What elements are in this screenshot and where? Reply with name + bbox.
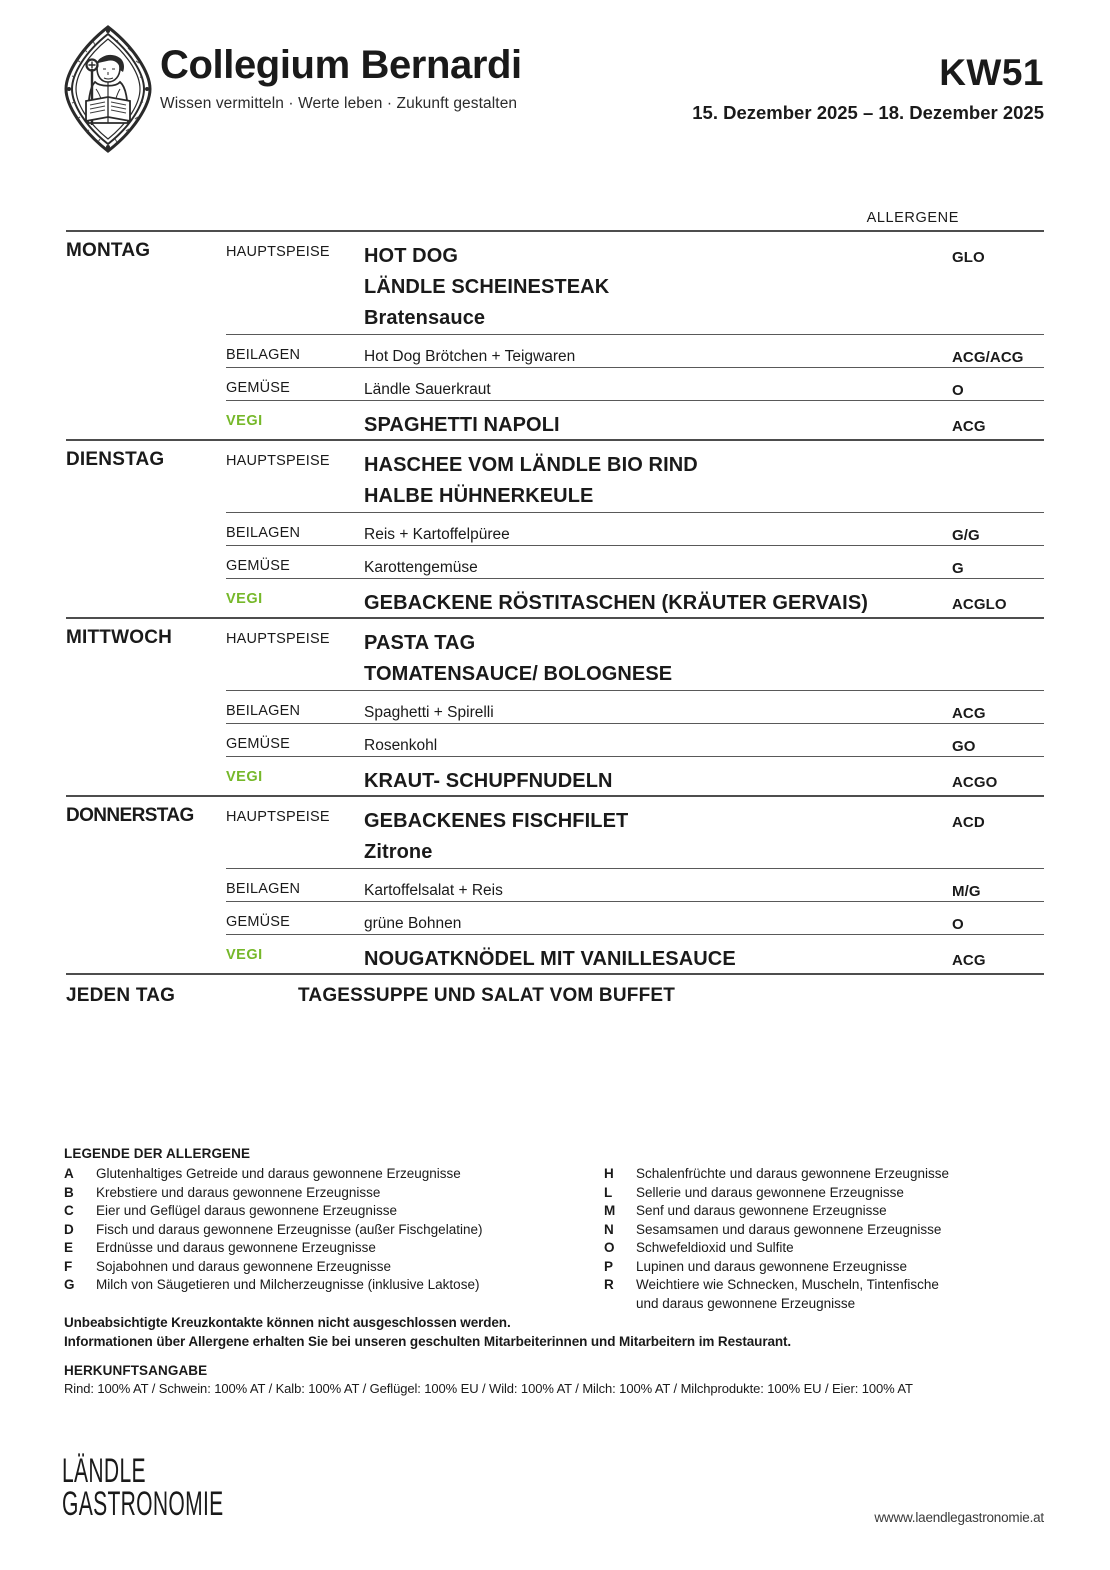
menu-category-beilagen: BEILAGEN	[226, 881, 301, 897]
legend-code: C	[64, 1203, 74, 1218]
legend-text: Sellerie und daraus gewonnene Erzeugnisse	[636, 1184, 904, 1200]
menu-row	[66, 401, 1044, 439]
everyday-value: TAGESSUPPE UND SALAT VOM BUFFET	[298, 985, 676, 1006]
menu-day	[66, 232, 1044, 439]
menu-dish-cell	[364, 797, 952, 868]
legend-item	[64, 1165, 604, 1184]
laendle-logo-line1: LÄNDLE	[62, 1452, 146, 1490]
legend-code: B	[64, 1184, 74, 1200]
menu-day-spacer	[66, 401, 226, 409]
menu-row	[66, 335, 1044, 367]
allergene-column-header: ALLERGENE	[866, 210, 959, 226]
legend-text: Senf und daraus gewonnene Erzeugnisse	[636, 1203, 887, 1218]
legend-text: Sojabohnen und daraus gewonnene Erzeugnisse	[96, 1258, 391, 1274]
menu-row	[66, 513, 1044, 545]
menu-row	[66, 232, 1044, 334]
menu-category-vegi: VEGI	[226, 591, 263, 607]
menu-row	[66, 619, 1044, 690]
menu-dish-line: Hot Dog Brötchen + Teigwaren	[364, 348, 576, 365]
menu-allergen-cell	[952, 619, 1044, 629]
menu-dish-line: Zitrone	[364, 841, 433, 863]
menu-day-spacer	[66, 691, 226, 699]
menu-day-spacer	[66, 757, 226, 765]
menu-day-spacer	[66, 579, 226, 587]
menu-day-spacer	[66, 902, 226, 910]
menu-allergen-code: ACG	[952, 952, 986, 969]
legend-code: E	[64, 1240, 74, 1255]
menu-allergen-code: GO	[952, 738, 976, 755]
legend-item	[604, 1165, 1044, 1184]
legend-text: Schalenfrüchte und daraus gewonnene Erzeugnisse	[636, 1166, 949, 1181]
legend-text: Glutenhaltiges Getreide und daraus gewonnene Erzeugnisse	[96, 1166, 461, 1181]
menu-dish-line: HOT DOG	[364, 245, 459, 267]
legend-code: M	[604, 1203, 616, 1218]
note-allergen-info: Informationen über Allergene erhalten Sie bei unseren geschulten Mitarbeiterinnen und Mitarbeitern im Restaurant.	[64, 1334, 792, 1349]
legend-text: Weichtiere wie Schnecken, Muscheln, Tintenfische	[636, 1277, 939, 1292]
legend-text-continuation: und daraus gewonnene Erzeugnisse	[636, 1295, 856, 1311]
menu-allergen-cell	[952, 902, 1044, 935]
legend-item	[64, 1239, 604, 1258]
menu-dish-cell	[364, 368, 952, 400]
brand-tagline: Wissen vermitteln · Werte leben · Zukunft gestalten	[160, 95, 518, 112]
menu-row	[66, 869, 1044, 901]
legend-text: Schwefeldioxid und Sulfite	[636, 1240, 794, 1255]
date-range: 15. Dezember 2025 – 18. Dezember 2025	[692, 102, 1044, 123]
menu-dish-cell	[364, 619, 952, 690]
legend-item	[604, 1276, 1044, 1295]
menu-category-hauptspeise: HAUPTSPEISE	[226, 631, 330, 647]
menu-dish-cell	[364, 579, 952, 619]
legend-title: LEGENDE DER ALLERGENE	[64, 1146, 251, 1161]
legend-item	[64, 1276, 604, 1295]
legend-code: F	[64, 1258, 73, 1274]
menu-dish-cell	[364, 902, 952, 934]
menu-dish-line: grüne Bohnen	[364, 915, 462, 932]
menu-dish-line: Kartoffelsalat + Reis	[364, 882, 503, 899]
legend-code: R	[604, 1277, 614, 1292]
menu-category-beilagen: BEILAGEN	[226, 525, 301, 541]
menu-day-spacer	[66, 368, 226, 376]
menu-dish-cell	[364, 401, 952, 441]
menu-allergen-code: O	[952, 382, 964, 399]
menu-allergen-code: ACD	[952, 814, 985, 831]
menu-dish-cell	[364, 335, 952, 367]
menu-row	[66, 368, 1044, 400]
menu-allergen-cell	[952, 797, 1044, 838]
brand-title: Collegium Bernardi	[160, 43, 522, 87]
menu-dish-line: GEBACKENE RÖSTITASCHEN (KRÄUTER GERVAIS)	[364, 592, 869, 614]
legend-item	[604, 1239, 1044, 1258]
menu-category-gemüse: GEMÜSE	[226, 380, 291, 396]
menu-category-gemüse: GEMÜSE	[226, 558, 291, 574]
legend-code: P	[604, 1258, 614, 1274]
legend-code: G	[64, 1277, 75, 1292]
menu-allergen-cell	[952, 513, 1044, 546]
menu-dish-cell	[364, 724, 952, 756]
menu-allergen-cell	[952, 757, 1044, 798]
menu-day-name: DONNERSTAG	[66, 805, 194, 826]
menu-dish-line: Karottengemüse	[364, 559, 478, 576]
legend-item	[604, 1221, 1044, 1240]
menu-dish-line: NOUGATKNÖDEL MIT VANILLESAUCE	[364, 948, 736, 970]
menu-dish-line: TOMATENSAUCE/ BOLOGNESE	[364, 663, 673, 685]
menu-body	[66, 232, 1044, 975]
menu-allergen-cell	[952, 335, 1044, 368]
menu-dish-cell	[364, 691, 952, 723]
collegium-bernardi-seal-icon	[62, 25, 154, 153]
menu-table	[66, 206, 1044, 975]
everyday-label: JEDEN TAG	[66, 985, 176, 1006]
menu-category-hauptspeise: HAUPTSPEISE	[226, 809, 330, 825]
menu-allergen-code: ACG	[952, 705, 986, 722]
menu-day-name: MITTWOCH	[66, 627, 173, 648]
menu-dish-line: PASTA TAG	[364, 632, 476, 654]
legend-text: Erdnüsse und daraus gewonnene Erzeugnisse	[96, 1240, 376, 1255]
legend-text: Eier und Geflügel daraus gewonnene Erzeugnisse	[96, 1203, 397, 1218]
menu-dish-line: Rosenkohl	[364, 737, 438, 754]
menu-allergen-cell	[952, 691, 1044, 724]
legend-code: L	[604, 1184, 613, 1200]
legend-code: O	[604, 1240, 615, 1255]
legend-code: N	[604, 1221, 614, 1237]
menu-allergen-code: G	[952, 560, 964, 577]
note-cross-contact: Unbeabsichtigte Kreuzkontakte können nicht ausgeschlossen werden.	[64, 1315, 511, 1330]
menu-allergen-code: ACGO	[952, 774, 998, 791]
week-label: KW51	[939, 52, 1044, 93]
menu-day-spacer	[66, 935, 226, 943]
menu-day-spacer	[66, 724, 226, 732]
menu-day	[66, 441, 1044, 617]
menu-allergen-cell	[952, 935, 1044, 976]
menu-category-beilagen: BEILAGEN	[226, 347, 301, 363]
brand-block	[160, 45, 522, 113]
menu-row	[66, 579, 1044, 617]
menu-dish-line: Ländle Sauerkraut	[364, 381, 491, 398]
menu-row	[66, 797, 1044, 868]
origin-text: Rind: 100% AT / Schwein: 100% AT / Kalb: 100% AT / Geflügel: 100% EU / Wild: 100% AT / Milch: 100% AT / Milchprodukte: 100% EU / Eier: 100% AT	[64, 1381, 913, 1396]
menu-category-vegi: VEGI	[226, 769, 263, 785]
menu-dish-line: GEBACKENES FISCHFILET	[364, 810, 629, 832]
menu-allergen-code: G/G	[952, 527, 980, 544]
menu-day	[66, 619, 1044, 795]
menu-dish-line: LÄNDLE SCHEINESTEAK	[364, 276, 610, 298]
page-header	[0, 0, 1110, 170]
legend-item	[64, 1184, 604, 1203]
menu-day-spacer	[66, 335, 226, 343]
menu-day-spacer	[66, 546, 226, 554]
menu-dish-line: HALBE HÜHNERKEULE	[364, 485, 594, 507]
menu-day-spacer	[66, 513, 226, 521]
laendle-logo-line2: GASTRONOMIE	[62, 1484, 224, 1523]
menu-allergen-code: ACG/ACG	[952, 349, 1024, 366]
legend-column-right	[604, 1165, 1044, 1313]
legend-text: Lupinen und daraus gewonnene Erzeugnisse	[636, 1258, 907, 1274]
notes-block	[64, 1313, 1044, 1398]
menu-category-hauptspeise: HAUPTSPEISE	[226, 453, 330, 469]
legend-code: H	[604, 1166, 614, 1181]
legend-item	[64, 1258, 604, 1277]
legend-column-left	[64, 1165, 604, 1313]
menu-allergen-code: ACGLO	[952, 596, 1007, 613]
menu-row	[66, 691, 1044, 723]
menu-category-vegi: VEGI	[226, 947, 263, 963]
menu-allergen-code: GLO	[952, 249, 985, 266]
allergen-legend	[64, 1146, 1044, 1313]
menu-day-name: MONTAG	[66, 240, 151, 261]
legend-item	[604, 1258, 1044, 1277]
menu-category-hauptspeise: HAUPTSPEISE	[226, 244, 330, 260]
menu-row	[66, 441, 1044, 512]
menu-dish-cell	[364, 232, 952, 334]
menu-allergen-code: O	[952, 916, 964, 933]
footer-url: wwww.laendlegastronomie.at	[874, 1510, 1044, 1525]
menu-day	[66, 797, 1044, 973]
menu-dish-line: HASCHEE VOM LÄNDLE BIO RIND	[364, 454, 698, 476]
menu-row	[66, 935, 1044, 973]
legend-item	[64, 1202, 604, 1221]
menu-day-spacer	[66, 869, 226, 877]
menu-allergen-cell	[952, 546, 1044, 579]
legend-text: Krebstiere und daraus gewonnene Erzeugnisse	[96, 1184, 381, 1200]
menu-allergen-cell	[952, 724, 1044, 757]
menu-day-name: DIENSTAG	[66, 449, 165, 470]
menu-dish-cell	[364, 935, 952, 975]
menu-dish-line: KRAUT- SCHUPFNUDELN	[364, 770, 613, 792]
menu-category-beilagen: BEILAGEN	[226, 703, 301, 719]
menu-allergen-cell	[952, 368, 1044, 401]
menu-dish-line: Reis + Kartoffelpüree	[364, 526, 510, 543]
menu-allergen-cell	[952, 401, 1044, 442]
legend-item	[604, 1184, 1044, 1203]
menu-category-gemüse: GEMÜSE	[226, 914, 291, 930]
legend-text: Sesamsamen und daraus gewonnene Erzeugnisse	[636, 1221, 942, 1237]
menu-allergen-cell	[952, 869, 1044, 902]
menu-dish-cell	[364, 441, 952, 512]
menu-allergen-code: M/G	[952, 883, 981, 900]
menu-row	[66, 902, 1044, 934]
legend-text: Fisch und daraus gewonnene Erzeugnisse (außer Fischgelatine)	[96, 1221, 483, 1237]
menu-allergen-cell	[952, 441, 1044, 451]
menu-allergen-code: ACG	[952, 418, 986, 435]
menu-dish-cell	[364, 546, 952, 578]
menu-allergen-cell	[952, 232, 1044, 273]
legend-item	[64, 1221, 604, 1240]
menu-dish-line: Bratensauce	[364, 307, 486, 329]
menu-dish-cell	[364, 869, 952, 901]
menu-dish-cell	[364, 513, 952, 545]
menu-category-vegi: VEGI	[226, 413, 263, 429]
menu-category-gemüse: GEMÜSE	[226, 736, 291, 752]
menu-row	[66, 546, 1044, 578]
menu-allergen-cell	[952, 579, 1044, 620]
legend-item	[604, 1202, 1044, 1221]
everyday-row	[66, 985, 1044, 1007]
legend-code: D	[64, 1221, 74, 1237]
legend-code: A	[64, 1166, 74, 1181]
laendle-gastronomie-logo	[62, 1452, 224, 1523]
origin-title: HERKUNFTSANGABE	[64, 1363, 208, 1378]
menu-dish-line: Spaghetti + Spirelli	[364, 704, 494, 721]
menu-row	[66, 757, 1044, 795]
menu-row	[66, 724, 1044, 756]
legend-text: Milch von Säugetieren und Milcherzeugnisse (inklusive Laktose)	[96, 1277, 480, 1292]
menu-dish-line: SPAGHETTI NAPOLI	[364, 414, 560, 436]
menu-dish-cell	[364, 757, 952, 797]
